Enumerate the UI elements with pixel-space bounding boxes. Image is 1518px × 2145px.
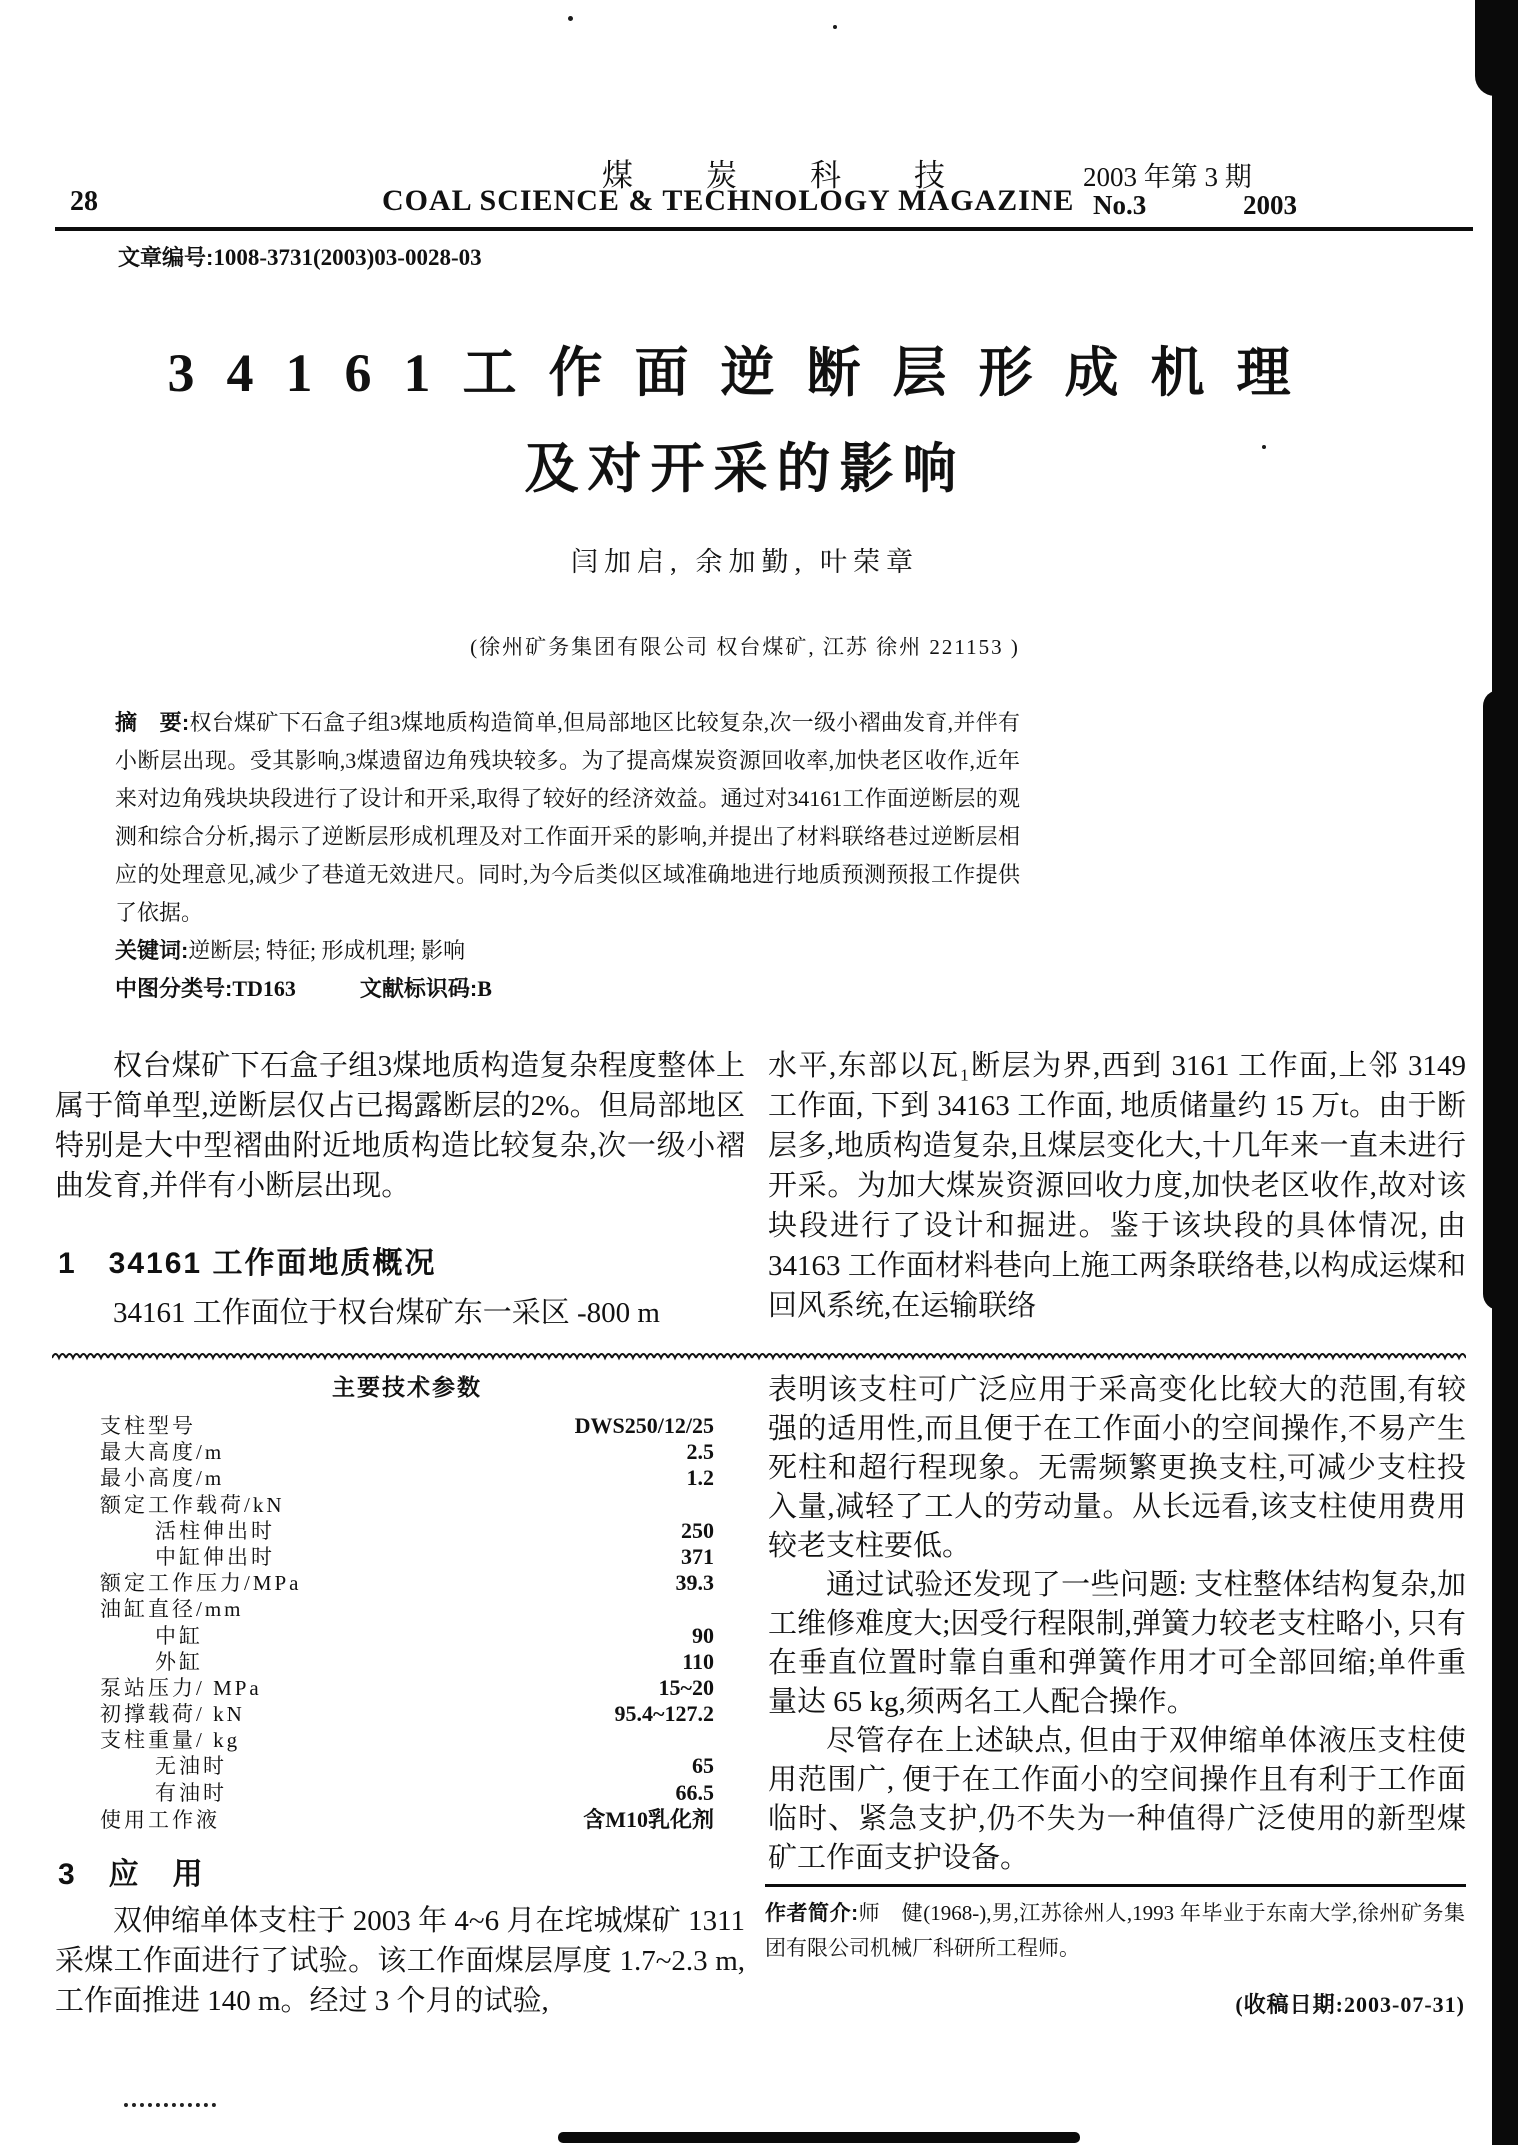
author-bio-label: 作者简介: [765,1902,859,1925]
spec-label: 活柱伸出时 [155,1518,275,1543]
spec-table-title: 主要技术参数 [332,1374,482,1400]
spec-value: 15~20 [658,1674,714,1700]
right-paragraph-1: 水平,东部以瓦₁断层为界,西到 3161 工作面,上邻 3149 工作面, 下到 34163 工作面, 地质储量约 15 万t。由于断层多,地质构造复杂,且煤层变化大,十几年来一直未进行开采。为加大煤炭资源回收力度,加快老区收作,故对该块段进行了设计和掘进。鉴于该块段的具体情况, 由 34163 工作面材料巷向上施工两条联络巷,以构成运煤和回风系统,在运输联络 [768,1050,1466,1322]
spec-label: 最小高度/m [100,1466,225,1491]
keywords-text: 逆断层; 特征; 形成机理; 影响 [188,938,466,963]
scan-artifact-right-blob-mid [1483,690,1518,1310]
scan-artifact-bottom-smudge [558,2132,1080,2143]
table-row [100,1410,714,1436]
article-number-label: 文章编号: [118,245,214,270]
section-3-paragraph: 双伸缩单体支柱于 2003 年 4~6 月在垞城煤矿 1311 采煤工作面进行了试验。该工作面煤层厚度 1.7~2.3 m,工作面推进 140 m。经过 3 个月的试验, [55,1905,745,2017]
table-row [100,1593,714,1622]
spec-value: 95.4~127.2 [614,1701,714,1727]
right-column-lower [768,1371,1466,1878]
spec-label: 初撑载荷/ kN [100,1702,245,1727]
spec-value: 66.5 [675,1779,714,1805]
table-row [100,1515,714,1541]
table-row [100,1724,714,1753]
table-row [100,1620,714,1646]
clc-value: TD163 [232,976,296,1001]
section-1-heading: 1 34161 工作面地质概况 [58,1247,437,1280]
abstract-text: 权台煤矿下石盒子组3煤地质构造简单,但局部地区比较复杂,次一级小褶曲发育,并伴有小断层出现。受其影响,3煤遗留边角残块较多。为了提高煤炭资源回收率,加快老区收作,近年来对边角残块块段进行了设计和开采,取得了较好的经济效益。通过对34161工作面逆断层的观测和综合分析,揭示了逆断层形成机理及对工作面开采的影响,并提出了材料联络巷过逆断层相应的处理意见,减少了巷道无效进尺。同时,为今后类似区域准确地进行地质预测预报工作提供了依据。 [115,710,1020,925]
right-paragraph-3: 通过试验还发现了一些问题: 支柱整体结构复杂,加工维修难度大;因受行程限制,弹簧力较老支柱略小, 只有在垂直位置时靠自重和弹簧作用才可全部回缩;单件重量达 65 kg,须两名工人配合操作。 [768,1569,1466,1718]
spec-value: 65 [692,1753,714,1779]
keywords-label: 关键词: [115,938,189,963]
article-number-value: 1008-3731(2003)03-0028-03 [213,245,482,270]
scan-artifact-dot [1262,445,1266,449]
doc-code-value: B [477,976,492,1001]
scan-artifact-bottom-left-marks [124,2103,216,2107]
spec-value: 39.3 [675,1570,714,1596]
scan-artifact-dot [568,16,573,21]
spec-value: 90 [692,1622,714,1648]
spec-label: 中缸伸出时 [155,1544,275,1569]
authors-line: 闫加启, 余加勤, 叶荣章 [571,547,919,577]
spec-label: 额定工作压力/MPa [100,1571,302,1596]
table-row [100,1698,714,1727]
journal-title-en: COAL SCIENCE & TECHNOLOGY MAGAZINE [382,184,1075,217]
spec-label: 额定工作载荷/kN [100,1492,285,1517]
spec-label: 最大高度/m [100,1440,225,1465]
keywords-line [115,932,1020,970]
table-row [100,1750,714,1779]
journal-title-cn: 煤炭科技 [602,158,1018,193]
clc-label: 中图分类号: [115,976,233,1001]
section-3-heading: 3 应 用 [58,1858,205,1891]
abstract-paragraph [115,704,1020,932]
spec-value: 含M10乳化剂 [583,1806,714,1832]
spec-label: 支柱型号 [100,1414,196,1438]
spec-table-rows [100,1410,714,1832]
spec-value: 371 [681,1543,714,1569]
doc-code-label: 文献标识码: [359,976,478,1001]
wavy-separator [52,1348,1466,1362]
spec-label: 有油时 [155,1780,227,1805]
header-rule [55,227,1473,231]
classification-line [115,970,1020,1008]
spec-value: 250 [681,1517,714,1543]
abstract-label: 摘 要: [115,710,190,735]
spec-label: 泵站压力/ MPa [100,1675,262,1700]
section-1-paragraph: 34161 工作面位于权台煤矿东一采区 -800 m [113,1297,660,1329]
article-title-line2: 及对开采的影响 [524,439,966,499]
spec-value: 2.5 [686,1439,714,1465]
received-date: (收稿日期:2003-07-31) [1235,1992,1465,2017]
spec-table [100,1369,714,1832]
table-row [100,1489,714,1515]
page-number: 28 [70,186,98,217]
author-bio [765,1896,1465,1965]
spec-value: 1.2 [686,1465,714,1491]
spec-label: 中缸 [155,1623,203,1648]
article-title-line1: 34161工作面逆断层形成机理 [167,343,1323,403]
table-row [100,1462,714,1491]
article-number-line [118,241,482,272]
spec-label: 支柱重量/ kg [100,1728,241,1753]
table-row [100,1777,714,1803]
wavy-separator-graphic [52,1348,1466,1362]
spec-value: DWS250/12/25 [574,1413,714,1438]
abstract-block [115,704,1020,1008]
author-bio-rule [765,1884,1466,1887]
table-row [100,1567,714,1596]
scan-artifact-dot [833,25,837,29]
spec-label: 无油时 [155,1754,227,1779]
author-bio-text: 师 健(1968-),男,江苏徐州人,1993 年毕业于东南大学,徐州矿务集团有限公司机械厂科研所工程师。 [765,1901,1466,1960]
left-paragraph-1: 权台煤矿下石盒子组3煤地质构造复杂程度整体上属于简单型,逆断层仅占已揭露断层的2%。但局部地区特别是大中型褶曲附近地质构造比较复杂,次一级小褶曲发育,并伴有小断层出现。 [55,1050,745,1202]
table-row [100,1436,714,1465]
affiliation-line: (徐州矿务集团有限公司 权台煤矿, 江苏 徐州 221153 ) [470,635,1020,659]
scan-artifact-right-blob-top [1475,0,1518,96]
issue-info-cn: 2003 年第 3 期 [1083,162,1252,192]
spec-label: 油缸直径/mm [100,1597,244,1622]
spec-label: 使用工作液 [100,1807,220,1832]
right-paragraph-2: 表明该支柱可广泛应用于采高变化比较大的范围,有较强的适用性,而且便于在工作面小的空间操作,不易产生死柱和超行程现象。无需频繁更换支柱,可减少支柱投入量,减轻了工人的劳动量。从长远看,该支柱使用费用较老支柱要低。 [768,1374,1466,1562]
right-paragraph-4: 尽管存在上述缺点, 但由于双伸缩单体液压支柱使用范围广, 便于在工作面小的空间操作且有利于工作面临时、紧急支护,仍不失为一种值得广泛使用的新型煤矿工作面支护设备。 [768,1725,1466,1874]
table-row [100,1646,714,1672]
table-row [100,1803,714,1832]
issue-year: 2003 [1243,190,1297,220]
spec-label: 外缸 [155,1649,203,1674]
issue-number: No.3 [1093,190,1147,220]
spec-value: 110 [682,1648,714,1674]
table-row [100,1672,714,1698]
table-row [100,1541,714,1567]
